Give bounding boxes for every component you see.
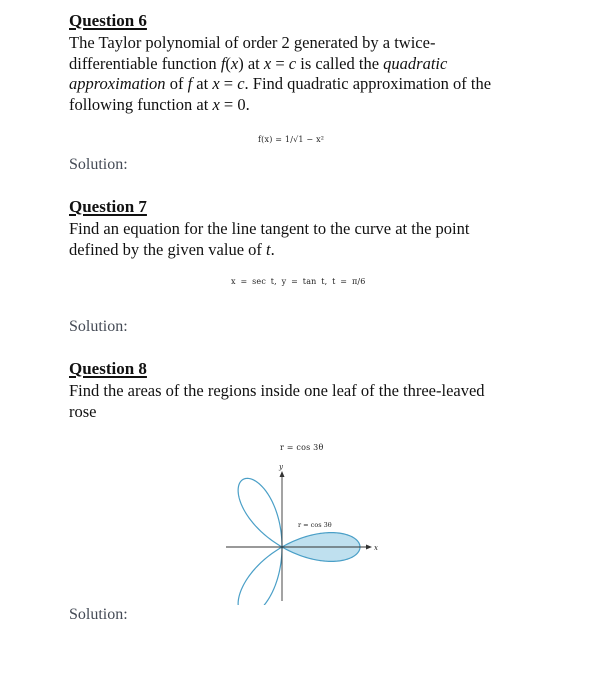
- question-8-solution-label: Solution:: [69, 606, 128, 623]
- question-7-formula: x = sec t, y = tan t, t = π/6: [231, 277, 366, 286]
- question-7-line-2: defined by the given value of t.: [69, 239, 275, 259]
- question-6-line-1: The Taylor polynomial of order 2 generated by a twice-: [69, 33, 436, 52]
- question-6-solution-label: Solution:: [69, 156, 128, 173]
- question-6-formula: f(x) = 1/√1 − x²: [258, 135, 325, 144]
- axis-y-label: y: [279, 463, 283, 471]
- x-axis-arrow-icon: [366, 545, 372, 550]
- question-6-title: Question 6: [69, 11, 147, 30]
- question-8-text: [69, 381, 549, 422]
- question-8-line-1: Find the areas of the regions inside one leaf of the three-leaved: [69, 381, 485, 400]
- y-axis-arrow-icon: [280, 471, 285, 477]
- question-7-line-1: Find an equation for the line tangent to the curve at the point: [69, 219, 470, 238]
- question-8-figure-title: r = cos 3θ: [280, 443, 324, 452]
- question-8-line-2: rose: [69, 401, 97, 421]
- question-7-text: [69, 219, 549, 260]
- three-leaved-rose-figure: [220, 455, 380, 605]
- question-6-line-4: following function at x = 0.: [69, 94, 250, 114]
- question-6-text: [69, 33, 549, 115]
- question-7-title: Question 7: [69, 197, 147, 216]
- question-6-line-3: approximation of f at x = c. Find quadratic approximation of the: [69, 74, 492, 93]
- question-7-solution-label: Solution:: [69, 318, 128, 335]
- curve-inline-label: r = cos 3θ: [298, 521, 332, 529]
- axis-x-label: x: [374, 544, 378, 552]
- question-6-line-2: differentiable function f(x) at x = c is called the quadratic: [69, 53, 448, 73]
- question-8-title: Question 8: [69, 359, 147, 378]
